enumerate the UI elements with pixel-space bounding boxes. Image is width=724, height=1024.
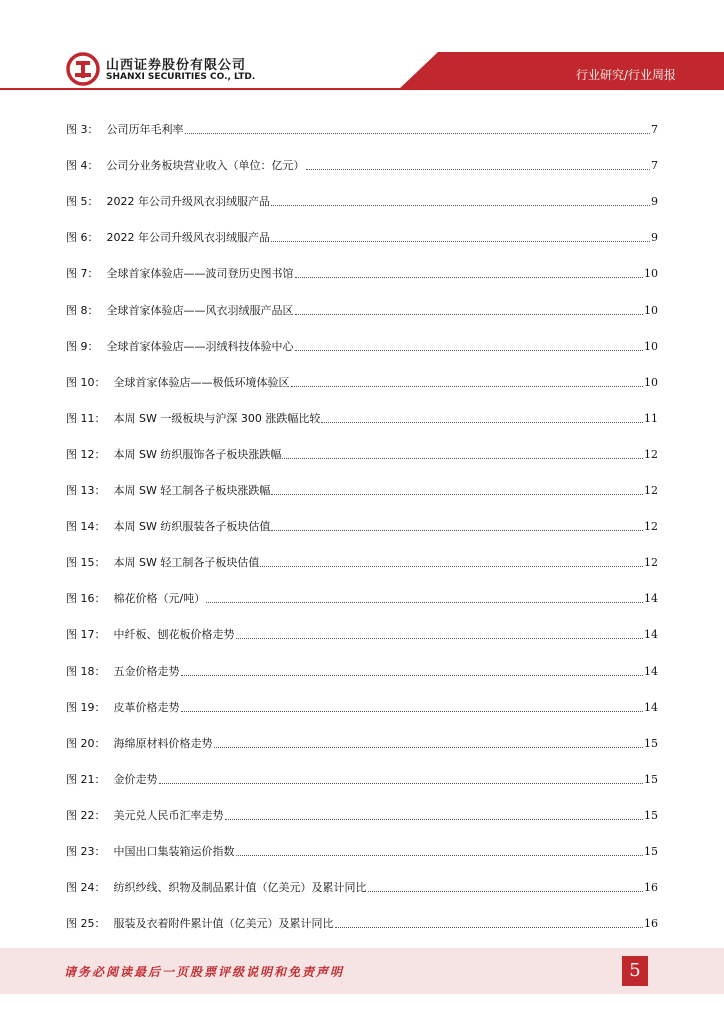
section-title: 行业研究/行业周报 — [575, 68, 676, 82]
toc-page-number: 14 — [644, 665, 658, 678]
toc-entry[interactable] — [66, 590, 658, 606]
toc-figure-title: 美元兑人民币汇率走势 — [113, 809, 224, 822]
toc-figure-label: 图 12： — [66, 448, 106, 461]
toc-page-number: 7 — [651, 159, 658, 172]
toc-figure-label: 图 6： — [66, 231, 99, 244]
toc-entry[interactable] — [66, 699, 658, 715]
toc-figure-title: 全球首家体验店——羽绒科技体验中心 — [106, 340, 294, 353]
toc-leader-dots — [271, 493, 643, 495]
toc-leader-dots — [181, 710, 644, 712]
toc-page-number: 12 — [644, 556, 658, 569]
toc-page-number: 11 — [644, 412, 658, 425]
toc-page-number: 10 — [644, 376, 658, 389]
toc-figure-title: 纺织纱线、织物及制品累计值（亿美元）及累计同比 — [113, 881, 367, 894]
toc-page-number: 15 — [644, 809, 658, 822]
toc-page-number: 10 — [644, 267, 658, 280]
toc-figure-label: 图 13： — [66, 484, 106, 497]
toc-entry[interactable] — [66, 410, 658, 426]
toc-figure-title: 本周 SW 轻工制各子板块涨跌幅 — [113, 484, 271, 497]
toc-leader-dots — [236, 854, 644, 856]
toc-page-number: 10 — [644, 304, 658, 317]
toc-figure-title: 本周 SW 轻工制各子板块估值 — [113, 556, 260, 569]
toc-entry[interactable] — [66, 735, 658, 751]
toc-figure-title: 中纤板、刨花板价格走势 — [113, 628, 235, 641]
toc-figure-label: 图 22： — [66, 809, 106, 822]
toc-page-number: 14 — [644, 701, 658, 714]
toc-page-number: 10 — [644, 340, 658, 353]
toc-figure-title: 2022 年公司升级风衣羽绒服产品 — [106, 231, 270, 244]
page-header — [0, 0, 724, 100]
toc-figure-label: 图 9： — [66, 340, 99, 353]
toc-page-number: 15 — [644, 737, 658, 750]
toc-leader-dots — [295, 276, 644, 278]
toc-figure-title: 棉花价格（元/吨） — [113, 592, 206, 605]
toc-entry[interactable] — [66, 482, 658, 498]
toc-page-number: 9 — [651, 231, 658, 244]
toc-page-number: 14 — [644, 628, 658, 641]
toc-figure-label: 图 15： — [66, 556, 106, 569]
disclaimer-text: 请务必阅读最后一页股票评级说明和免责声明 — [64, 965, 345, 979]
toc-figure-title: 皮革价格走势 — [113, 701, 180, 714]
toc-leader-dots — [206, 601, 643, 603]
toc-leader-dots — [335, 926, 644, 928]
toc-leader-dots — [159, 782, 644, 784]
toc-figure-title: 本周 SW 一级板块与沪深 300 涨跌幅比较 — [113, 412, 321, 425]
toc-entry[interactable] — [66, 518, 658, 534]
toc-figure-label: 图 18： — [66, 665, 106, 678]
toc-figure-label: 图 14： — [66, 520, 106, 533]
toc-figure-label: 图 8： — [66, 304, 99, 317]
toc-figure-label: 图 7： — [66, 267, 99, 280]
toc-page-number: 15 — [644, 845, 658, 858]
toc-figure-label: 图 5： — [66, 195, 99, 208]
toc-page-number: 16 — [644, 917, 658, 930]
toc-page-number: 12 — [644, 484, 658, 497]
toc-figure-title: 全球首家体验店——风衣羽绒服产品区 — [106, 304, 294, 317]
toc-entry[interactable] — [66, 626, 658, 642]
toc-figure-title: 本周 SW 纺织服装各子板块估值 — [113, 520, 271, 533]
toc-figure-title: 2022 年公司升级风衣羽绒服产品 — [106, 195, 270, 208]
toc-entry[interactable] — [66, 374, 658, 390]
toc-entry[interactable] — [66, 302, 658, 318]
toc-entry[interactable] — [66, 338, 658, 354]
toc-figure-title: 海绵原材料价格走势 — [113, 737, 213, 750]
toc-entry[interactable] — [66, 663, 658, 679]
toc-leader-dots — [368, 890, 644, 892]
toc-figure-title: 金价走势 — [113, 773, 158, 786]
toc-entry[interactable] — [66, 807, 658, 823]
toc-figure-title: 本周 SW 纺织服饰各子板块涨跌幅 — [113, 448, 282, 461]
toc-figure-title: 五金价格走势 — [113, 665, 180, 678]
toc-leader-dots — [291, 385, 644, 387]
toc-leader-dots — [295, 313, 644, 315]
toc-leader-dots — [214, 746, 644, 748]
toc-leader-dots — [225, 818, 644, 820]
toc-leader-dots — [306, 168, 651, 170]
company-name-cn: 山西证券股份有限公司 — [106, 58, 247, 73]
toc-figure-label: 图 4： — [66, 159, 99, 172]
toc-entry[interactable] — [66, 915, 658, 931]
toc-figure-title: 中国出口集装箱运价指数 — [113, 845, 235, 858]
toc-entry[interactable] — [66, 157, 658, 173]
toc-figure-label: 图 24： — [66, 881, 106, 894]
toc-figure-label: 图 3： — [66, 123, 99, 136]
company-name-en: SHANXI SECURITIES CO., LTD. — [106, 72, 256, 82]
toc-leader-dots — [271, 529, 643, 531]
toc-page-number: 14 — [644, 592, 658, 605]
toc-page-number: 12 — [644, 448, 658, 461]
toc-page-number: 7 — [651, 123, 658, 136]
toc-page-number: 15 — [644, 773, 658, 786]
toc-figure-label: 图 17： — [66, 628, 106, 641]
toc-figure-label: 图 20： — [66, 737, 106, 750]
toc-figure-title: 全球首家体验店——极低环境体验区 — [113, 376, 290, 389]
toc-page-number: 16 — [644, 881, 658, 894]
toc-figure-title: 公司分业务板块营业收入（单位：亿元） — [106, 159, 305, 172]
toc-figure-title: 公司历年毛利率 — [106, 123, 184, 136]
toc-entry[interactable] — [66, 121, 658, 137]
toc-page-number: 12 — [644, 520, 658, 533]
toc-entry[interactable] — [66, 229, 658, 245]
toc-entry[interactable] — [66, 771, 658, 787]
toc-figure-label: 图 11： — [66, 412, 106, 425]
toc-figure-title: 全球首家体验店——波司登历史图书馆 — [106, 267, 294, 280]
shanxi-securities-logo-icon — [66, 52, 100, 86]
toc-leader-dots — [321, 421, 643, 423]
toc-leader-dots — [282, 457, 643, 459]
toc-figure-label: 图 25： — [66, 917, 106, 930]
toc-entry[interactable] — [66, 879, 658, 895]
toc-leader-dots — [260, 565, 643, 567]
toc-leader-dots — [185, 132, 651, 134]
toc-figure-label: 图 10： — [66, 376, 106, 389]
toc-figure-label: 图 23： — [66, 845, 106, 858]
toc-leader-dots — [271, 240, 650, 242]
toc-leader-dots — [295, 349, 644, 351]
toc-figure-label: 图 16： — [66, 592, 106, 605]
toc-entry[interactable] — [66, 265, 658, 281]
toc-leader-dots — [236, 637, 644, 639]
toc-figure-label: 图 21： — [66, 773, 106, 786]
page-number: 5 — [622, 956, 648, 986]
toc-entry[interactable] — [66, 554, 658, 570]
toc-entry[interactable] — [66, 446, 658, 462]
toc-figure-title: 服装及衣着附件累计值（亿美元）及累计同比 — [113, 917, 334, 930]
toc-figure-label: 图 19： — [66, 701, 106, 714]
toc-leader-dots — [181, 674, 644, 676]
toc-page-number: 9 — [651, 195, 658, 208]
toc-entry[interactable] — [66, 193, 658, 209]
toc-entry[interactable] — [66, 843, 658, 859]
toc-leader-dots — [271, 204, 650, 206]
